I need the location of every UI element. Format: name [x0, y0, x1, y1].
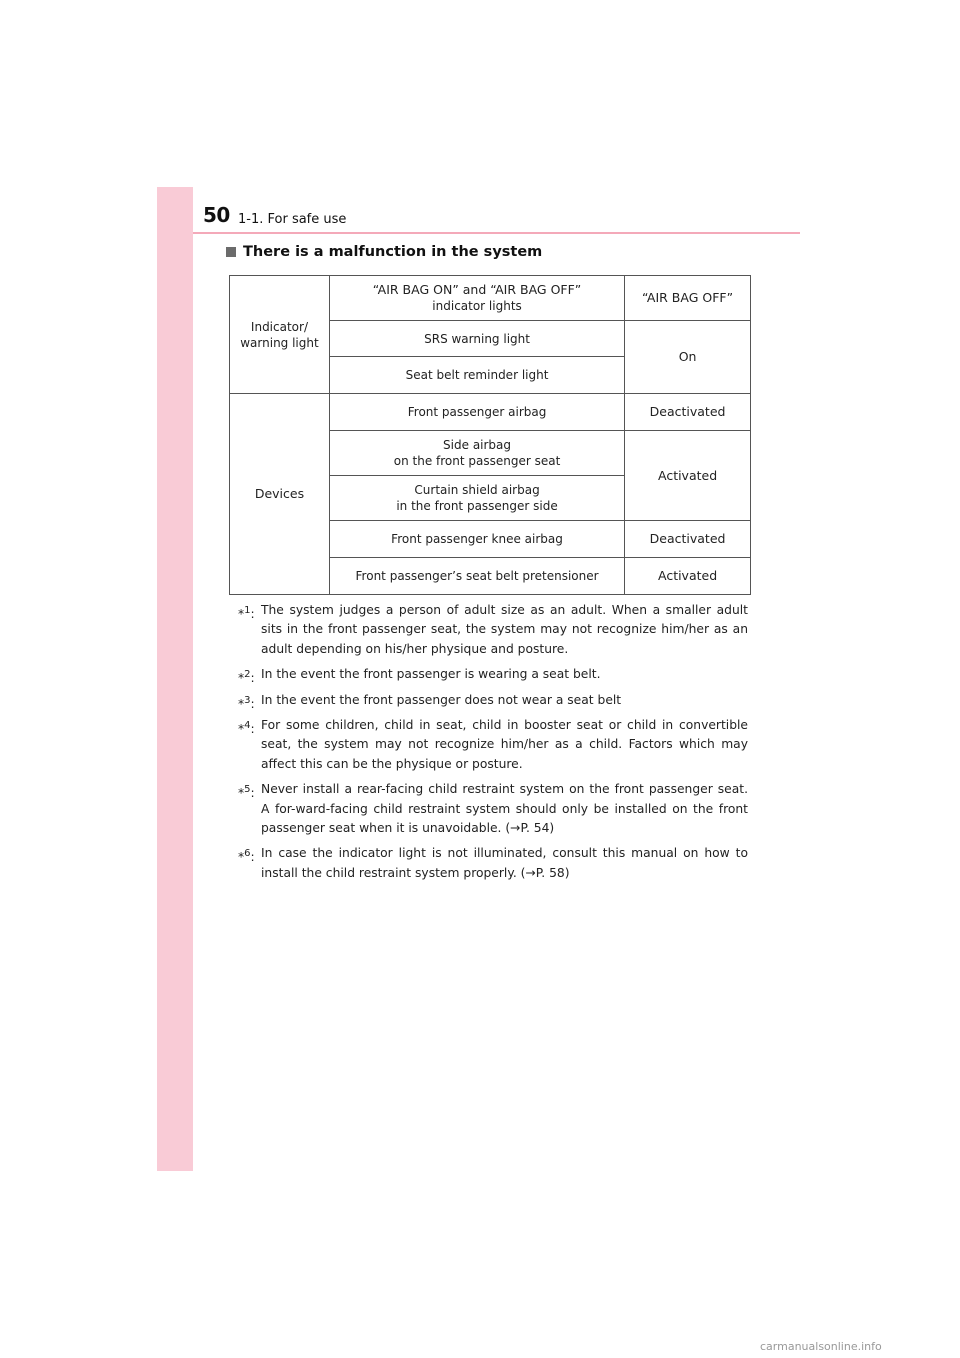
- footnote-text: In the event the front passenger is wearing a seat belt.: [261, 667, 601, 682]
- watermark: carmanualsonline.info: [760, 1340, 882, 1353]
- footnote-marker: *$^2$:: [238, 669, 255, 686]
- devices-label-cell: Devices: [230, 394, 330, 595]
- footnote-marker: *$^5$:: [238, 784, 255, 801]
- footnote: [238, 601, 748, 659]
- side-tab-bar: [157, 187, 193, 1171]
- footnote-text: For some children, child in seat, child in booster seat or child in convertible seat, the system may not recognize him/her as a child. Factors which may affect this can be the physique or posture.: [261, 718, 748, 771]
- footnote-text: Never install a rear-facing child restraint system on the front passenger seat. A for-ward-facing child restraint system should only be installed on the front passenger seat when it is unavoidable. (→P. 54): [261, 782, 748, 836]
- footnote-marker: *$^6$:: [238, 848, 255, 865]
- footnote-marker: *$^4$:: [238, 720, 255, 737]
- device-line: Side airbag: [443, 438, 512, 452]
- footnote: [238, 716, 748, 774]
- indicator-label-cell: [230, 276, 330, 394]
- state-cell: Deactivated: [625, 394, 751, 431]
- square-bullet-icon: [226, 247, 236, 257]
- state-cell: Deactivated: [625, 521, 751, 558]
- device-cell: [329, 476, 624, 521]
- table-row: [230, 276, 751, 321]
- device-cell: Front passenger airbag: [329, 394, 624, 431]
- seat-belt-reminder-cell: Seat belt reminder light: [329, 357, 624, 394]
- section-title: 1-1. For safe use: [238, 212, 347, 227]
- indicator-header-title: “AIR BAG ON” and “AIR BAG OFF”: [372, 282, 582, 297]
- section-heading: [226, 244, 542, 260]
- indicator-header-cell: [329, 276, 624, 321]
- heading-text: There is a malfunction in the system: [243, 244, 543, 260]
- footnote-text: In case the indicator light is not illuminated, consult this manual on how to install the child restraint system properly. (→P. 58): [261, 846, 748, 880]
- footnote-text: The system judges a person of adult size as an adult. When a smaller adult sits in the front passenger seat, the system may not recognize him/her as an adult depending on his/her physique and posture.: [261, 603, 748, 656]
- device-line: on the front passenger seat: [393, 454, 561, 468]
- airbag-off-header: “AIR BAG OFF”: [625, 276, 751, 321]
- device-line: in the front passenger side: [396, 499, 558, 513]
- srs-warning-light-cell: SRS warning light: [329, 321, 624, 357]
- footnote-text: In the event the front passenger does not wear a seat belt: [261, 692, 622, 707]
- malfunction-table: [229, 275, 751, 595]
- footnotes: [238, 601, 748, 889]
- device-cell: Front passenger’s seat belt pretensioner: [329, 558, 624, 595]
- footnote: [238, 665, 748, 684]
- device-cell: Front passenger knee airbag: [329, 521, 624, 558]
- indicator-header-sub: indicator lights: [432, 299, 522, 313]
- footnote: [238, 844, 748, 883]
- footnote: [238, 691, 748, 710]
- table-row: [230, 394, 751, 431]
- on-state-cell: On: [625, 321, 751, 394]
- indicator-label: Indicator/ warning light: [240, 319, 319, 350]
- device-cell: [329, 431, 624, 476]
- footnote: [238, 780, 748, 838]
- footnote-marker: *$^1$:: [238, 605, 255, 621]
- footnote-marker: *$^3$:: [238, 694, 255, 711]
- state-cell: Activated: [625, 558, 751, 595]
- state-cell: Activated: [625, 431, 751, 521]
- page-number: 50: [203, 203, 230, 227]
- header-rule: [193, 232, 800, 234]
- device-line: Curtain shield airbag: [414, 483, 540, 497]
